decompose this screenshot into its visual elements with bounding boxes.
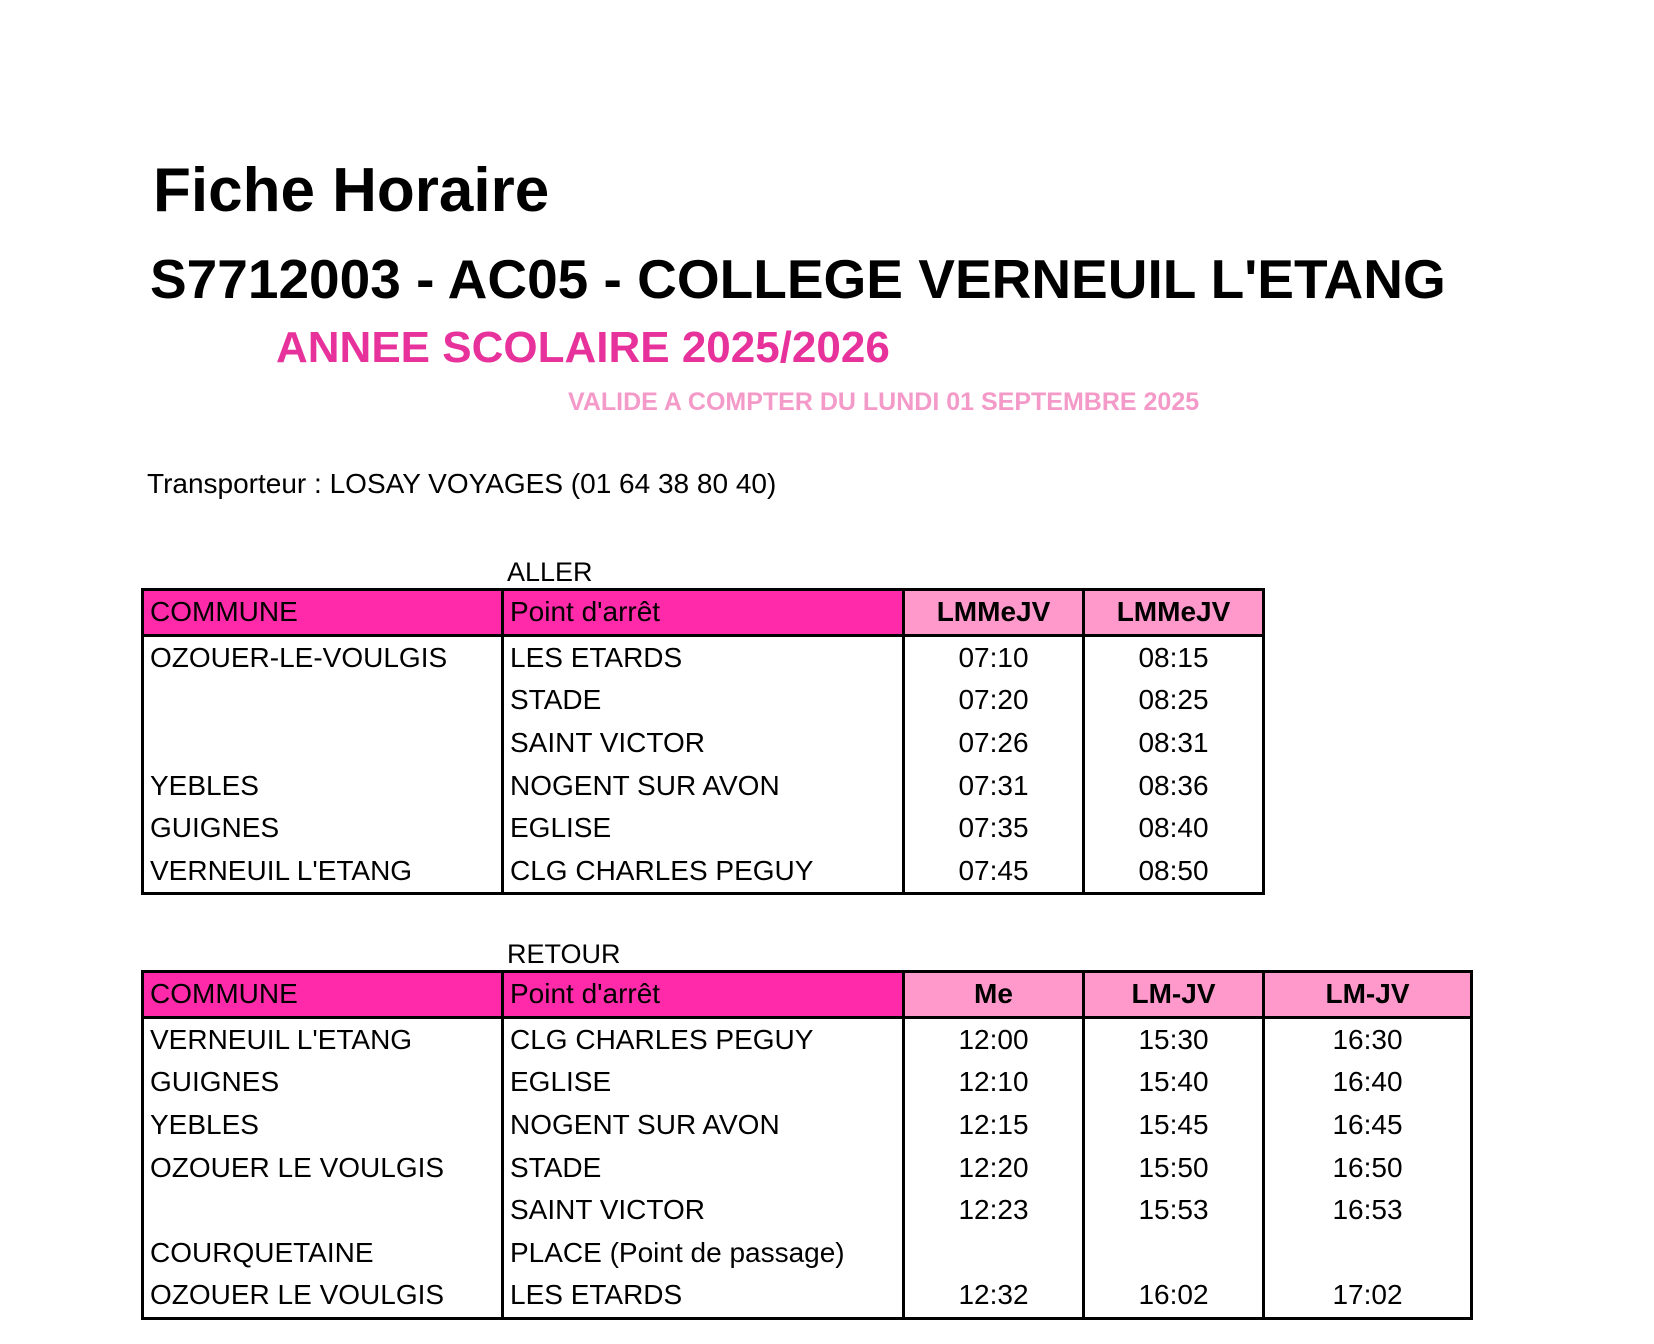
time-cell: 16:02	[1084, 1274, 1264, 1318]
time-cell: 15:45	[1084, 1104, 1264, 1147]
time-cell: 12:23	[904, 1189, 1084, 1232]
retour-col-trip-3: LM-JV	[1264, 972, 1472, 1018]
stop-cell: CLG CHARLES PEGUY	[503, 1017, 904, 1061]
time-cell: 16:45	[1264, 1104, 1472, 1147]
retour-timetable	[141, 970, 1473, 1320]
page-title: Fiche Horaire	[153, 156, 550, 225]
table-row	[143, 722, 1264, 765]
time-cell: 08:31	[1084, 722, 1264, 765]
time-cell: 12:32	[904, 1274, 1084, 1318]
table-row	[143, 679, 1264, 722]
table-row	[143, 1232, 1472, 1275]
retour-col-commune: COMMUNE	[143, 972, 503, 1018]
commune-cell: GUIGNES	[150, 1066, 280, 1098]
time-cell: 07:31	[904, 764, 1084, 807]
commune-cell: YEBLES	[150, 1109, 259, 1141]
stop-cell: SAINT VICTOR	[503, 722, 904, 765]
commune-cell: OZOUER LE VOULGIS	[150, 1151, 445, 1183]
aller-col-trip-2: LMMeJV	[1084, 590, 1264, 636]
stop-cell: SAINT VICTOR	[503, 1189, 904, 1232]
time-cell: 08:25	[1084, 679, 1264, 722]
carrier-info: Transporteur : LOSAY VOYAGES (01 64 38 80 40)	[147, 468, 777, 499]
aller-col-commune: COMMUNE	[143, 590, 503, 636]
table-row	[143, 1104, 1472, 1147]
stop-cell: STADE	[503, 1146, 904, 1189]
stop-cell: LES ETARDS	[503, 635, 904, 679]
time-cell: 07:35	[904, 807, 1084, 850]
commune-cell: COURQUETAINE	[150, 1236, 374, 1268]
table-row	[143, 1017, 1472, 1061]
aller-col-trip-1: LMMeJV	[904, 590, 1084, 636]
retour-col-trip-1: Me	[904, 972, 1084, 1018]
time-cell: 12:15	[904, 1104, 1084, 1147]
commune-cell: GUIGNES	[150, 812, 280, 844]
commune-cell: VERNEUIL L'ETANG	[150, 1023, 413, 1055]
school-year: ANNEE SCOLAIRE 2025/2026	[276, 323, 890, 372]
time-cell: 15:50	[1084, 1146, 1264, 1189]
retour-col-trip-2: LM-JV	[1084, 972, 1264, 1018]
stop-cell: NOGENT SUR AVON	[503, 764, 904, 807]
time-cell: 15:53	[1084, 1189, 1264, 1232]
time-cell: 07:26	[904, 722, 1084, 765]
time-cell: 08:15	[1084, 635, 1264, 679]
table-row	[143, 635, 1264, 679]
time-cell: 17:02	[1264, 1274, 1472, 1318]
time-cell	[1264, 1232, 1472, 1275]
time-cell: 16:53	[1264, 1189, 1472, 1232]
line-title: S7712003 - AC05 - COLLEGE VERNEUIL L'ETANG	[150, 248, 1446, 310]
retour-label: RETOUR	[507, 939, 621, 969]
commune-cell: VERNEUIL L'ETANG	[150, 854, 413, 886]
stop-cell: EGLISE	[503, 1061, 904, 1104]
aller-header-row	[143, 590, 1264, 636]
commune-cell: YEBLES	[150, 769, 259, 801]
time-cell: 15:30	[1084, 1017, 1264, 1061]
table-row	[143, 807, 1264, 850]
commune-cell	[143, 722, 503, 765]
time-cell: 07:45	[904, 850, 1084, 894]
table-row	[143, 1061, 1472, 1104]
table-row	[143, 1189, 1472, 1232]
aller-col-stop: Point d'arrêt	[503, 590, 904, 636]
time-cell: 08:50	[1084, 850, 1264, 894]
aller-rows	[143, 635, 1264, 894]
commune-cell	[143, 679, 503, 722]
time-cell: 12:10	[904, 1061, 1084, 1104]
commune-cell	[143, 1189, 503, 1232]
stop-cell: PLACE (Point de passage)	[503, 1232, 904, 1275]
time-cell: 15:40	[1084, 1061, 1264, 1104]
retour-rows	[143, 1017, 1472, 1318]
time-cell	[904, 1232, 1084, 1275]
time-cell: 12:00	[904, 1017, 1084, 1061]
aller-label: ALLER	[507, 557, 593, 587]
retour-header-row	[143, 972, 1472, 1018]
commune-cell: OZOUER LE VOULGIS	[150, 1279, 445, 1311]
time-cell	[1084, 1232, 1264, 1275]
time-cell: 16:40	[1264, 1061, 1472, 1104]
stop-cell: LES ETARDS	[503, 1274, 904, 1318]
table-row	[143, 764, 1264, 807]
stop-cell: STADE	[503, 679, 904, 722]
stop-cell: CLG CHARLES PEGUY	[503, 850, 904, 894]
table-row	[143, 850, 1264, 894]
time-cell: 08:36	[1084, 764, 1264, 807]
stop-cell: NOGENT SUR AVON	[503, 1104, 904, 1147]
retour-col-stop: Point d'arrêt	[503, 972, 904, 1018]
time-cell: 07:20	[904, 679, 1084, 722]
table-row	[143, 1146, 1472, 1189]
time-cell: 12:20	[904, 1146, 1084, 1189]
time-cell: 07:10	[904, 635, 1084, 679]
validity-notice: VALIDE A COMPTER DU LUNDI 01 SEPTEMBRE 2025	[568, 388, 1200, 416]
time-cell: 16:50	[1264, 1146, 1472, 1189]
table-row	[143, 1274, 1472, 1318]
aller-timetable	[141, 588, 1265, 895]
stop-cell: EGLISE	[503, 807, 904, 850]
time-cell: 16:30	[1264, 1017, 1472, 1061]
commune-cell: OZOUER-LE-VOULGIS	[150, 641, 448, 673]
time-cell: 08:40	[1084, 807, 1264, 850]
